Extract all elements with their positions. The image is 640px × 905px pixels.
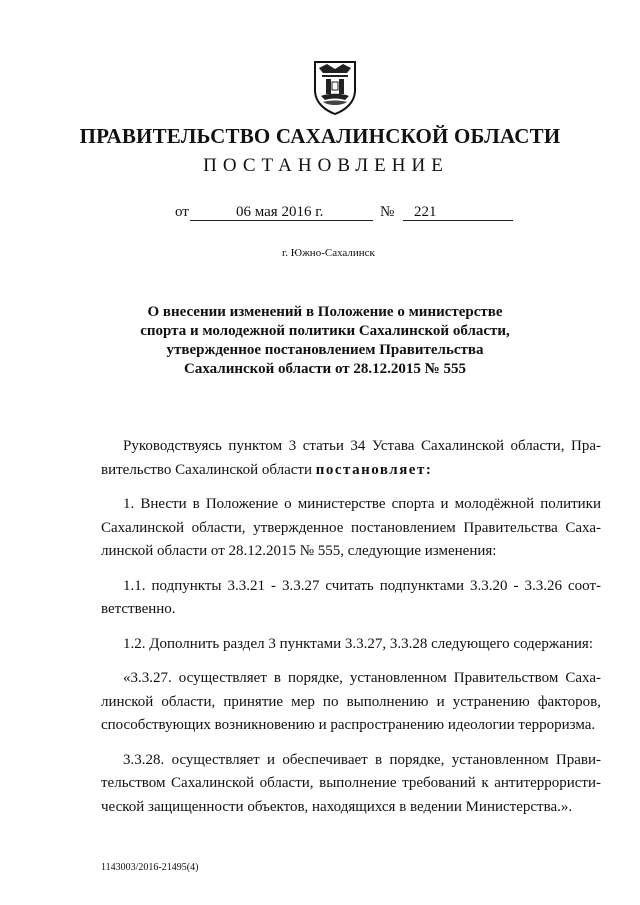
document-date: 06 мая 2016 г. bbox=[236, 204, 324, 220]
coat-of-arms-icon bbox=[313, 60, 357, 115]
document-code: 1143003/2016-21495(4) bbox=[101, 862, 199, 873]
body-line: линской области от 28.12.2015 № 555, следующие изменения: bbox=[101, 543, 497, 559]
paragraph-1 bbox=[101, 493, 601, 564]
paragraph-1-2 bbox=[101, 633, 601, 657]
subject-line: утвержденное постановлением Правительства bbox=[166, 342, 484, 358]
paragraph-1-1 bbox=[101, 575, 601, 622]
document-number: 221 bbox=[414, 204, 437, 220]
body-line: 1.1. подпункты 3.3.21 - 3.3.27 считать подпунктами 3.3.20 - 3.3.26 соот- bbox=[123, 577, 601, 594]
subject-line: О внесении изменений в Положение о министерстве bbox=[147, 304, 503, 320]
body-line bbox=[101, 459, 601, 483]
body-line-text: вительство Сахалинской области bbox=[101, 461, 316, 478]
subject-line: спорта и молодежной политики Сахалинской области, bbox=[140, 323, 510, 339]
body-line: 1. Внести в Положение о министерстве спорта и молодёжной политики bbox=[123, 496, 601, 512]
date-number-row bbox=[0, 204, 640, 228]
number-label: № bbox=[380, 204, 395, 220]
city-line: г. Южно-Сахалинск bbox=[282, 247, 375, 259]
body-line: ветственно. bbox=[101, 601, 176, 617]
document-subject bbox=[110, 303, 540, 379]
from-label: от bbox=[175, 204, 189, 220]
body-line: тельством Сахалинской области, выполнение требований к антитеррористи- bbox=[101, 775, 601, 791]
body-line: 1.2. Дополнить раздел 3 пунктами 3.3.27, 3.3.28 следующего содержания: bbox=[123, 635, 593, 652]
government-title: ПРАВИТЕЛЬСТВО САХАЛИНСКОЙ ОБЛАСТИ bbox=[79, 124, 561, 148]
body-line: Сахалинской области, утвержденное постановлением Правительства Саха- bbox=[101, 519, 601, 536]
body-line: линской области, принятие мер по выполнению и устранению факторов, bbox=[101, 693, 601, 710]
paragraph-3-3-27 bbox=[101, 667, 601, 738]
paragraph-3-3-28 bbox=[101, 749, 601, 820]
document-body bbox=[101, 435, 601, 830]
resolves-emphasis: постановляет: bbox=[315, 461, 433, 478]
body-line: ческой защищенности объектов, находящихся в ведении Министерства.». bbox=[101, 798, 573, 815]
paragraph-preamble bbox=[101, 435, 601, 482]
subject-line: Сахалинской области от 28.12.2015 № 555 bbox=[184, 361, 466, 377]
document-type: ПОСТАНОВЛЕНИЕ bbox=[203, 155, 449, 176]
body-line: 3.3.28. осуществляет и обеспечивает в порядке, установленном Прави- bbox=[123, 751, 601, 768]
body-line: Руководствуясь пунктом 3 статьи 34 Устава Сахалинской области, Пра- bbox=[123, 438, 601, 454]
body-line: «3.3.27. осуществляет в порядке, установленном Правительством Саха- bbox=[123, 670, 601, 686]
body-line: способствующих возникновению и распространению идеологии терроризма. bbox=[101, 717, 596, 733]
